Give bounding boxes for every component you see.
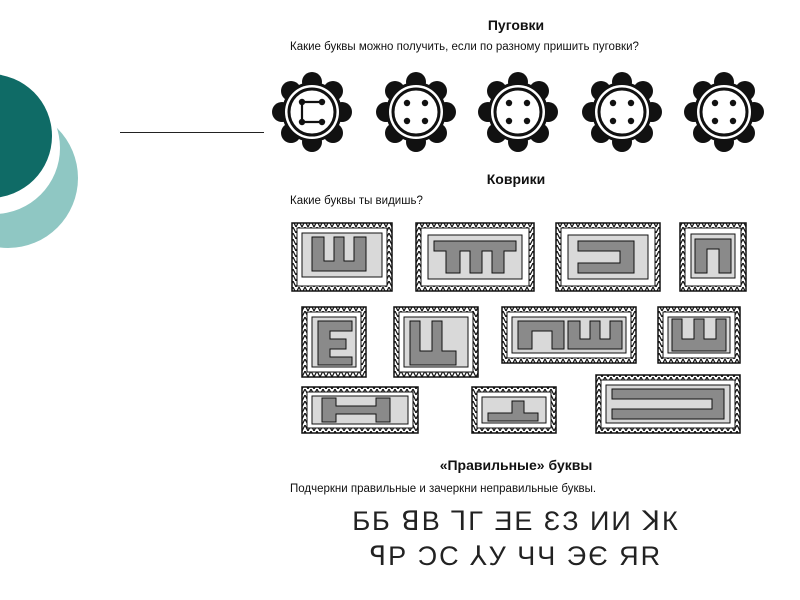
letter-pairs-row-2: ꟼР ƆС ⅄У ЧЧ ЭЄ ЯR	[369, 541, 663, 571]
button-3	[476, 70, 560, 154]
button-2	[374, 70, 458, 154]
button-4	[580, 70, 664, 154]
mat-9	[302, 387, 418, 433]
section-title-letters: «Правильные» буквы	[439, 457, 593, 473]
mat-4	[680, 223, 746, 291]
mat-8	[658, 307, 740, 363]
buttons-row	[270, 70, 770, 154]
mat-5	[302, 307, 366, 377]
decorative-circles	[0, 0, 120, 320]
question-letters: Подчеркни правильные и зачеркни неправильные буквы.	[290, 483, 597, 495]
mat-6	[394, 307, 478, 377]
mat-11	[596, 375, 740, 433]
section-title-mats: Коврики	[486, 171, 546, 187]
mat-2	[416, 223, 534, 291]
question-buttons: Какие буквы можно получить, если по разному пришить пуговки?	[290, 41, 639, 53]
mat-10	[472, 387, 556, 433]
mat-7	[502, 307, 636, 363]
mats-grid	[266, 215, 766, 445]
worksheet	[266, 0, 766, 600]
section-title-buttons: Пуговки	[487, 17, 545, 33]
mat-1	[292, 223, 392, 291]
underline-rule	[120, 132, 264, 133]
mat-3	[556, 223, 660, 291]
letter-pairs-row-1: ƂБ ꓭВ ꓶГ ƎЕ ƐЗ ИИ ꓘК	[352, 506, 680, 536]
button-5	[682, 70, 766, 154]
question-mats: Какие буквы ты видишь?	[290, 195, 423, 207]
button-1	[270, 70, 354, 154]
